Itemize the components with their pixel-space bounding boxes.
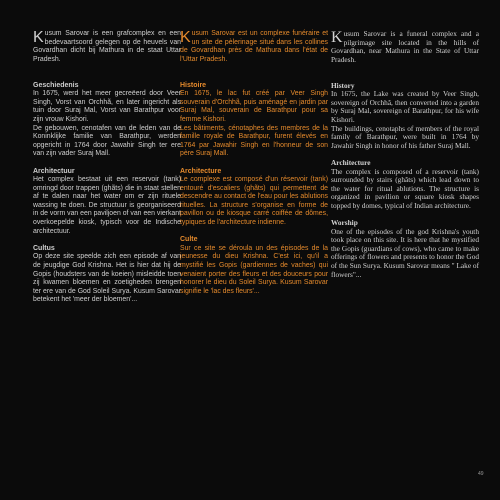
section-heading: Architecture — [331, 157, 371, 167]
page-number: 49 — [478, 471, 484, 477]
intro-paragraph: Kusum Sarovar est un complexe funéraire et un site de pèlerinage situé dans les collines de Govardhan près de Mathura dans l'état de l'Uttar Pradesh. — [180, 29, 328, 63]
section-paragraph: Sur ce site se déroula un des épisodes de la jeunesse du dieu Krishna. C'est ici, qu'il a mystifié les Gopis (gardiennes de vaches) qui venaient porter des fleurs et des douceurs pour honorer le dieu du Soleil Surya. Kusum Sarovar signifie le 'lac des fleurs'... — [180, 244, 328, 295]
section-heading: History — [331, 80, 355, 90]
section-paragraph: In 1675, the Lake was created by Veer Singh, sovereign of Orchhã, then converted into a garden by Suraj Mal, sovereign of Barathpur, for his wife Kishori. — [331, 89, 479, 124]
section-heading: Culte — [180, 236, 198, 244]
section-paragraph: In 1675, werd het meer gecreëerd door Veer Singh, Vorst van Orchhã, en later ingericht als tuin door Suraj Mal, Vorst van Barathpur voor zijn vrouw Kishori. — [33, 90, 181, 123]
column-french — [180, 30, 328, 296]
section-heading: Geschiedenis — [33, 81, 79, 89]
section-heading: Cultus — [33, 244, 55, 252]
section-paragraph: Het complex bestaat uit een reservoir (tank) omringd door trappen (ghãts) die in staat stellen af te dalen naar het water om er zijn rituele wassing te doen. De structuur is georganiseerd in de vorm van een paviljoen of van een vierkant overkoepelde kiosk, typisch voor de Indische architectuur. — [33, 176, 181, 235]
intro-paragraph: Kusum Sarovar is a funeral complex and a pilgrimage site located in the hills of Govardhan, near Mathura in the State of Uttar Pradesh. — [331, 29, 479, 64]
section-paragraph: One of the episodes of the god Krishna's youth took place on this site. It is here that he mystified the Gopis (guardians of cows), who came to make offerings of flowers and presents to honor the God of the Sun Surya. Kusum Sarovar means " Lake of flowers"... — [331, 226, 479, 279]
section-heading: Architectuur — [33, 167, 75, 175]
section-paragraph: The complex is composed of a reservoir (tank) surrounded by stairs (ghãts) which lead down to the water for ritual ablutions. The structure is organized in pavilion or square kiosk shapes topped by domes, typical of Indian architecture. — [331, 166, 479, 210]
drop-cap: K — [33, 29, 44, 46]
section-paragraph: The buildings, cenotaphs of members of the royal family of Barathpur, were built in 1764 by Jawahir Singh in honor of his father Suraj Mall. — [331, 123, 479, 150]
column-english — [331, 30, 479, 279]
section-paragraph: Les bâtiments, cénotaphes des membres de la famille royale de Barathpur, furent élevés en 1764 par Jawahir Singh en l'honneur de son père Suraj Mall. — [180, 124, 328, 158]
column-dutch — [33, 30, 181, 305]
section-heading: Histoire — [180, 81, 207, 89]
section-paragraph: De gebouwen, cenotafen van de leden van de Koninklijke familie van Barathpur, werden opgericht in 1764 door Jawahir Singh ter ere van zijn vader Suraj Mall. — [33, 124, 181, 158]
intro-paragraph: Kusum Sarovar is een grafcomplex en een bedevaartsoord gelegen op de heuvels van Govardhan dicht bij Mathura in de staat Uttar Pradesh. — [33, 29, 181, 63]
section-paragraph: Le complexe est composé d'un réservoir (tank) entouré d'escaliers (ghãts) qui permettent de descendre au contact de l'eau pour les ablutions rituelles. La structure s'organise en forme de pavillon ou de kiosque carré coiffée de dômes, typiques de l'architecture indienne. — [180, 176, 328, 227]
drop-cap: K — [331, 29, 343, 46]
section-paragraph: Op deze site speelde zich een episode af van de jeugdige God Krishna. Het is hier dat hij de Gopis (houdsters van de koeien) misleidde toen zij kwamen bloemen en zoetigheden brengen ter ere van de God Soleil Surya. Kusum Sarovar betekent het 'meer der bloemen'... — [33, 253, 181, 304]
section-heading: Worship — [331, 218, 358, 228]
drop-cap: K — [180, 29, 191, 46]
section-paragraph: En 1675, le lac fut créé par Veer Singh souverain d'Orchhã, puis aménagé en jardin par Suraj Mal, souverain de Barathpur pour sa femme Kishori. — [180, 90, 328, 123]
section-heading: Architecture — [180, 167, 222, 175]
